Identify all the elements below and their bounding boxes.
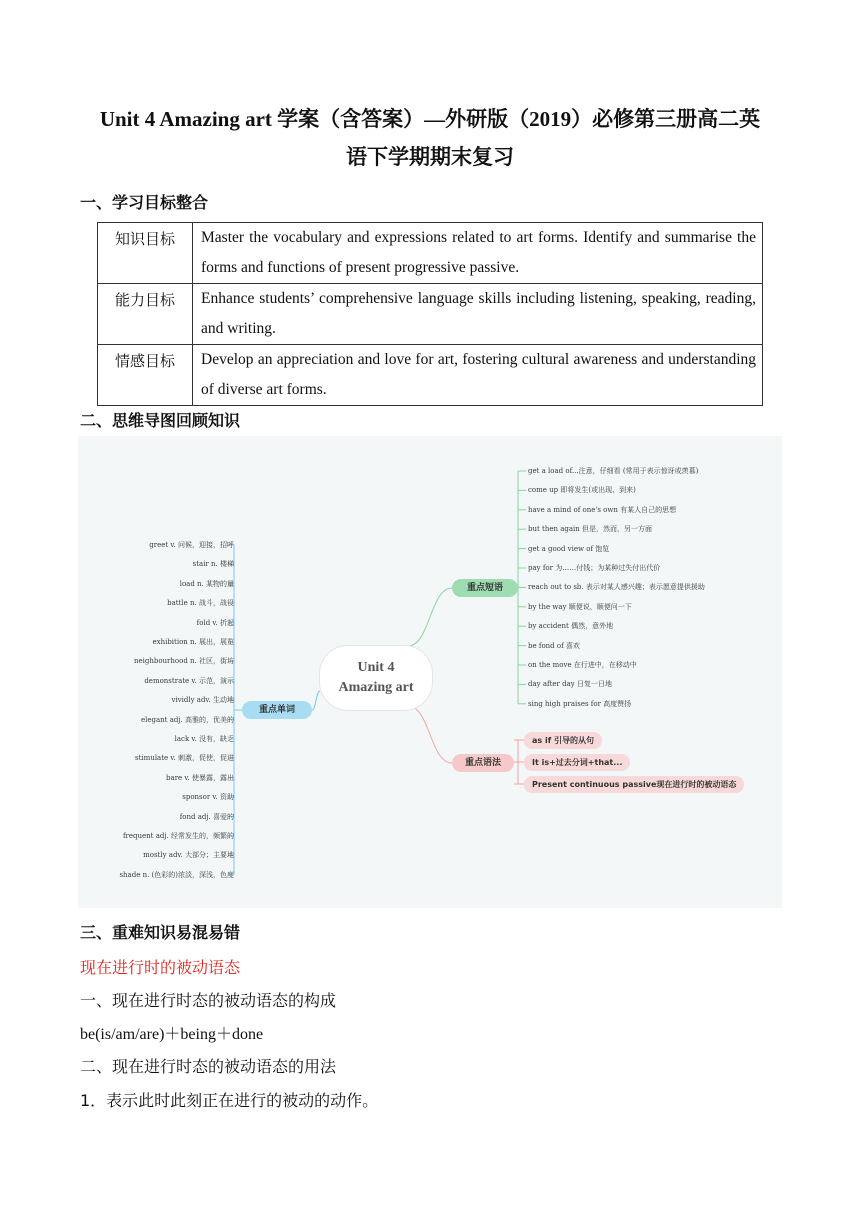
para-usage-1: 1．表示此时此刻正在进行的被动的动作。 (80, 1091, 379, 1110)
word-item: lack v. 没有，缺乏 (174, 735, 234, 743)
center-node (320, 646, 432, 710)
word-item: demonstrate v. 示范，演示 (144, 676, 234, 685)
word-item: bare v. 使暴露，露出 (166, 773, 234, 782)
word-item: mostly adv. 大部分；主要地 (143, 851, 234, 860)
node-key-grammar: 重点语法 (452, 754, 514, 772)
goal-value: Master the vocabulary and expressions related to art forms. Identify and summarise the forms and functions of present progressive passive. (193, 223, 763, 284)
word-item: stimulate v. 刺激，促使，促进 (135, 754, 234, 763)
node-key-phrases: 重点短语 (452, 579, 518, 597)
word-item: sponsor v. 资助 (182, 793, 234, 802)
phrase-item: come up 即将发生(或出现、到来) (528, 486, 636, 495)
table-row (98, 345, 763, 406)
word-item: load n. 某物的量 (179, 579, 234, 588)
center-line-1: Unit 4 (357, 660, 395, 675)
word-item: stair n. 楼梯 (192, 560, 234, 569)
node-key-words: 重点单词 (242, 701, 312, 719)
doc-title (60, 100, 800, 176)
para-formula: be(is/am/are)＋being＋done (80, 1026, 264, 1043)
goals-table (97, 222, 763, 406)
section-heading-goals: 一、学习目标整合 (80, 193, 209, 212)
goal-key: 知识目标 (98, 223, 193, 284)
goal-value: Enhance students’ comprehensive language skills including listening, speaking, reading, and writing. (193, 284, 763, 345)
section-heading-difficult: 三、重难知识易混易错 (80, 923, 241, 942)
center-line-2: Amazing art (338, 680, 414, 695)
section-heading-mindmap: 二、思维导图回顾知识 (80, 411, 241, 430)
phrase-item: by accident 偶然，意外地 (528, 622, 614, 631)
connector-line (408, 706, 452, 763)
phrase-item: get a good view of 饱览 (528, 544, 610, 553)
word-item: fond adj. 喜爱的 (179, 812, 234, 821)
phrase-item: have a mind of one's own 有某人自己的思想 (528, 505, 677, 514)
goal-key: 能力目标 (98, 284, 193, 345)
connector-line (408, 588, 452, 646)
red-heading: 现在进行时的被动语态 (80, 958, 241, 977)
phrase-item: get a load of...注意，仔细看 (常用于表示惊讶或羡慕) (528, 467, 699, 475)
word-item: fold v. 折起 (196, 618, 234, 627)
phrase-item: by the way 顺便说，顺便问一下 (528, 602, 632, 611)
table-row (98, 284, 763, 345)
word-item: shade n. (色彩的)浓淡，深浅，色度 (119, 870, 234, 879)
mind-map (78, 436, 782, 908)
phrase-item: day after day 日复一日地 (528, 680, 612, 689)
phrase-item: sing high praises for 高度赞扬 (528, 699, 632, 708)
word-item: battle n. 战斗，战役 (167, 599, 234, 608)
word-item: exhibition n. 展出，展览 (152, 638, 234, 646)
goal-key: 情感目标 (98, 345, 193, 406)
goal-value: Develop an appreciation and love for art, fostering cultural awareness and understanding of diverse art forms. (193, 345, 763, 406)
phrase-item: reach out to sb. 表示对某人感兴趣；表示愿意提供援助 (528, 583, 705, 592)
phrase-item: pay for 为……付钱；为某种过失付出代价 (528, 564, 661, 572)
grammar-item: as if 引导的从句 (524, 732, 602, 749)
word-item: greet v. 问候，迎接，招呼 (149, 541, 234, 549)
word-item: elegant adj. 高雅的，优美的 (141, 715, 234, 724)
word-item: neighbourhood n. 社区，街坊 (133, 657, 234, 666)
connector-line (312, 691, 320, 710)
title-line-1: Unit 4 Amazing art 学案（含答案）—外研版（2019）必修第三册高二英 (99, 107, 761, 131)
table-row (98, 223, 763, 284)
word-item: frequent adj. 经常发生的，频繁的 (122, 832, 234, 840)
para-structure-heading: 一、现在进行时态的被动语态的构成 (80, 991, 337, 1010)
grammar-item: It is+过去分词+that... (524, 754, 630, 771)
phrase-item: on the move 在行进中，在移动中 (528, 661, 637, 669)
para-usage-heading: 二、现在进行时态的被动语态的用法 (80, 1057, 337, 1076)
word-item: vividly adv. 生动地 (171, 696, 234, 705)
grammar-item: Present continuous passive现在进行时的被动语态 (524, 776, 744, 793)
phrase-item: but then again 但是，然而，另一方面 (528, 525, 653, 534)
title-line-2: 语下学期期末复习 (346, 145, 514, 169)
phrase-item: be fond of 喜欢 (528, 641, 580, 650)
